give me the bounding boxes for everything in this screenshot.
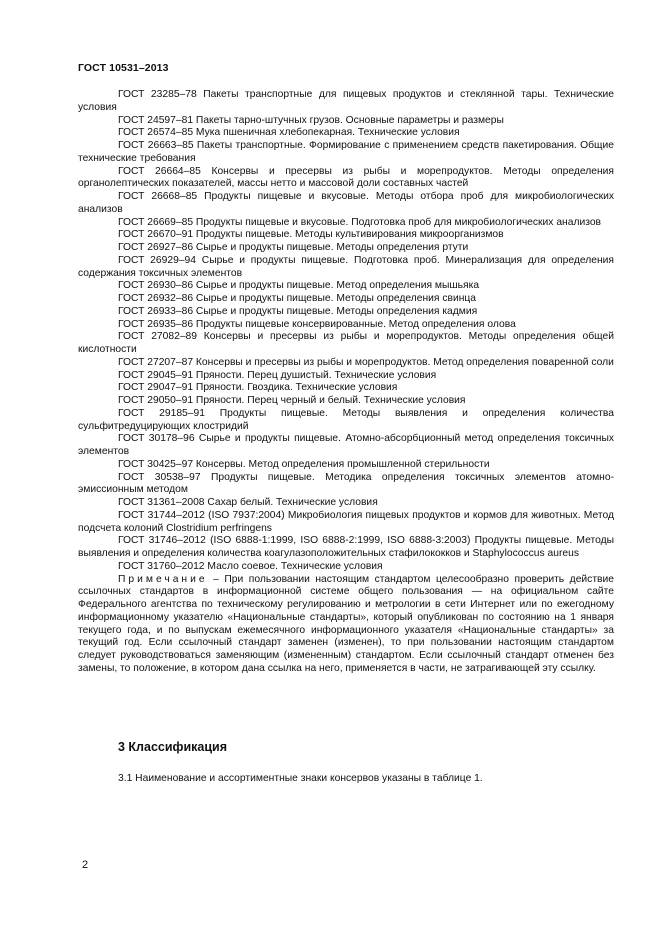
reference-item: ГОСТ 24597–81 Пакеты тарно-штучных грузов. Основные параметры и размеры [118, 114, 504, 126]
reference-item: ГОСТ 26927–86 Сырье и продукты пищевые. Методы определения ртути [118, 242, 469, 253]
note-paragraph [78, 574, 614, 676]
reference-item: ГОСТ 29047–91 Пряности. Гвоздика. Технические условия [118, 382, 398, 394]
reference-item: ГОСТ 26574–85 Мука пшеничная хлебопекарная. Технические условия [118, 127, 460, 139]
reference-item: ГОСТ 27082–89 Консервы и пресервы из рыбы и морепродуктов. Методы определения общей кислотности [78, 331, 614, 355]
reference-item: ГОСТ 31361–2008 Сахар белый. Технические условия [118, 497, 378, 508]
reference-item: ГОСТ 26664–85 Консервы и пресервы из рыбы и морепродуктов. Методы определения органолептических показателей, массы нетто и массовой доли составных частей [78, 165, 614, 190]
section-heading: 3 Классификация [118, 740, 228, 754]
reference-item: ГОСТ 31760–2012 Масло соевое. Технические условия [118, 560, 383, 572]
reference-item: ГОСТ 30538–97 Продукты пищевые. Методика определения токсичных элементов атомно-эмиссионным методом [78, 471, 614, 496]
reference-item: ГОСТ 23285–78 Пакеты транспортные для пищевых продуктов и стеклянной тары. Технические условия [78, 89, 614, 113]
reference-item: ГОСТ 29050–91 Пряности. Перец черный и белый. Технические условия [118, 395, 466, 406]
reference-item: ГОСТ 26930–86 Сырье и продукты пищевые. Метод определения мышьяка [118, 280, 480, 292]
standard-designation: ГОСТ 10531–2013 [78, 62, 169, 74]
reference-item: ГОСТ 31744–2012 (ISO 7937:2004) Микробиология пищевых продуктов и кормов для животных. Метод подсчета колоний Clostridium perfringens [78, 509, 614, 534]
reference-item: ГОСТ 30425–97 Консервы. Метод определения промышленной стерильности [118, 458, 490, 470]
page-number: 2 [82, 859, 89, 871]
section-paragraph: 3.1 Наименование и ассортиментные знаки консервов указаны в таблице 1. [118, 773, 483, 784]
note-text: – При пользовании настоящим стандартом целесообразно проверить действие ссылочных стандартов в информационной системе общего пользования — на официальном сайте Федерального агентства по техническому регулированию и метрологии в сети Интернет или по ежегодному информационному указателю «Национальные стандарты», который опубликован по состоянию на 1 января текущего года, и по выпускам ежемесячного информационного указателя «Национальные стандарты» за текущий год. Если ссылочный стандарт заменен (изменен), то при пользовании настоящим стандартом следует руководствоваться заменяющим (измененным) стандартом. Если ссылочный стандарт отменен без замены, то положение, в котором дана ссылка на него, применяется в части, не затрагивающей эту ссылку. [78, 573, 614, 674]
note-label: Примечание [118, 573, 208, 585]
reference-list [78, 89, 614, 574]
reference-item: ГОСТ 26929–94 Сырье и продукты пищевые. Подготовка проб. Минерализация для определения содержания токсичных элементов [78, 254, 614, 279]
reference-item: ГОСТ 26670–91 Продукты пищевые. Методы культивирования микроорганизмов [118, 229, 504, 241]
reference-item: ГОСТ 26935–86 Продукты пищевые консервированные. Метод определения олова [118, 318, 516, 330]
reference-item: ГОСТ 26932–86 Сырье и продукты пищевые. Методы определения свинца [118, 293, 477, 304]
reference-item: ГОСТ 26933–86 Сырье и продукты пищевые. Методы определения кадмия [118, 305, 478, 317]
reference-item: ГОСТ 26668–85 Продукты пищевые и вкусовые. Методы отбора проб для микробиологических анализов [78, 191, 614, 215]
reference-item: ГОСТ 27207–87 Консервы и пресервы из рыбы и морепродуктов. Метод определения поваренной соли [118, 356, 614, 368]
reference-item: ГОСТ 31746–2012 (ISO 6888-1:1999, ISO 6888-2:1999, ISO 6888-3:2003) Продукты пищевые. Методы выявления и определения количества коагулазоположительных стафилококков и Staphylococcus aureus [78, 535, 614, 559]
reference-item: ГОСТ 26663–85 Пакеты транспортные. Формирование с применением средств пакетирования. Общие технические требования [78, 140, 614, 164]
reference-item: ГОСТ 29045–91 Пряности. Перец душистый. Технические условия [118, 369, 437, 381]
normative-references [78, 89, 614, 676]
reference-item: ГОСТ 30178–96 Сырье и продукты пищевые. Атомно-абсорбционный метод определения токсичных элементов [78, 433, 614, 457]
reference-item: ГОСТ 26669–85 Продукты пищевые и вкусовые. Подготовка проб для микробиологических анализов [118, 216, 602, 228]
reference-item: ГОСТ 29185–91 Продукты пищевые. Методы выявления и определения количества сульфитредуцирующих клостридий [78, 407, 614, 432]
